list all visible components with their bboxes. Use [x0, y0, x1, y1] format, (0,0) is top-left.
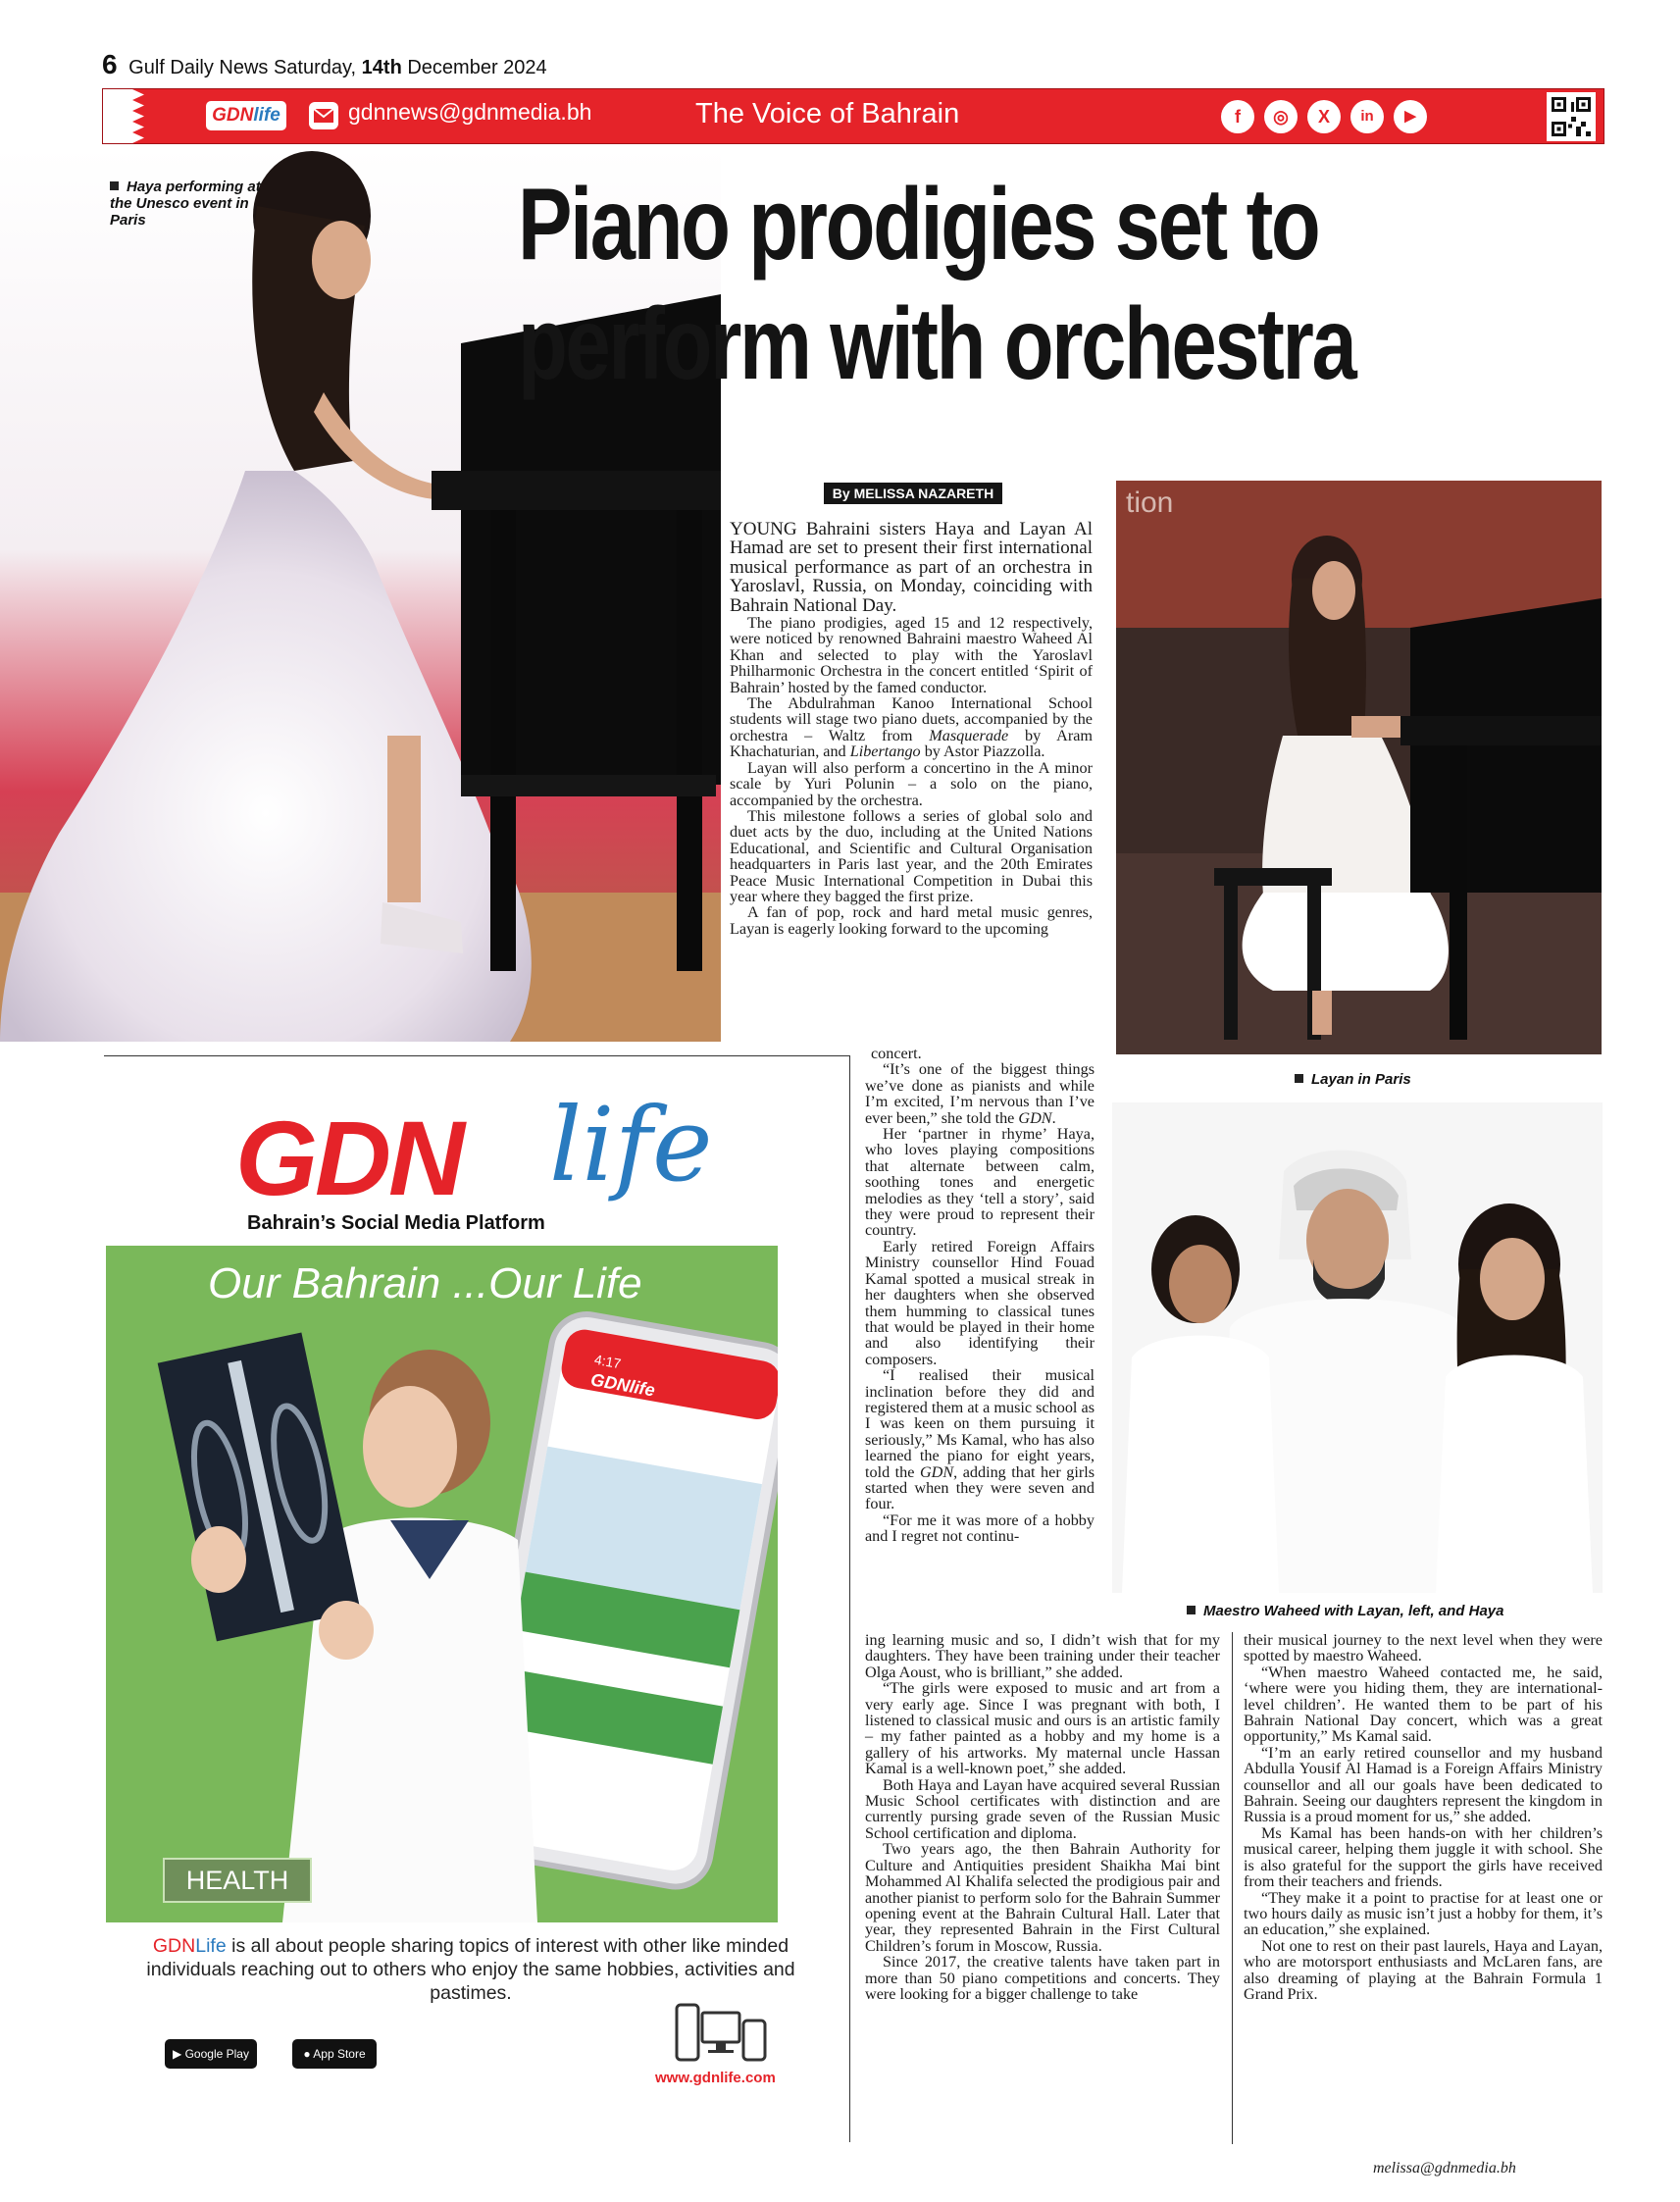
column-rule-vertical — [1232, 1632, 1233, 2144]
health-button[interactable]: HEALTH — [163, 1858, 312, 1903]
paragraph-10-a: “I realised their musical inclination before they did and registered them at a music school as I was keen on them pursuing it seriously,” Ms Kamal, who has also learned the piano for eight years, told the — [865, 1366, 1095, 1481]
paragraph-9: Early retired Foreign Affairs Ministry counsellor Hind Fouad Kamal spotted a musical streak in her daughters when she observed them humming to classical tunes that would be played in their home and also identifying their composers. — [865, 1237, 1095, 1368]
bahrain-flag-icon — [103, 89, 186, 143]
title-libertango: Libertango — [849, 743, 921, 761]
paragraph-1: YOUNG Bahraini sisters Haya and Layan Al Hamad are set to present their first international musical performance as part of an orchestra in Yaroslavl, Russia, on Monday, coinciding with Bahrain National Day. — [730, 519, 1093, 616]
paragraph-6: A fan of pop, rock and hard metal music genres, Layan is eagerly looking forward to the upcoming — [730, 903, 1093, 938]
paragraph-15: Since 2017, the creative talents have taken part in more than 50 piano competitions and concerts. They were looking for a bigger challenge to take — [865, 1953, 1220, 2003]
paragraph-16: “When maestro Waheed contacted me, he said, ‘where were you hiding them, they are international-level children’. He wanted them to be part of his Bahrain National Day concert, which was a great opportunity,” Ms Kamal said. — [1244, 1663, 1603, 1746]
article-column-3 — [865, 1632, 1220, 2002]
article-column-1 — [730, 520, 1093, 937]
doctor-phone-illustration — [106, 1246, 778, 1922]
paragraph-10-b: , adding that her girls started when they were seven and four. — [865, 1462, 1095, 1513]
linkedin-icon[interactable]: in — [1350, 100, 1384, 133]
qr-code-icon[interactable] — [1547, 92, 1596, 141]
paper-name: Gulf Daily News — [128, 57, 269, 78]
layan-photo — [1116, 481, 1602, 1054]
byline: By MELISSA NAZARETH — [824, 483, 1002, 504]
x-icon[interactable]: X — [1307, 100, 1341, 133]
maestro-photo — [1112, 1102, 1603, 1593]
title-masquerade: Masquerade — [929, 726, 1009, 744]
paragraph-5: This milestone follows a series of global solo and duet acts by the duo, including at the United Nations Educational, and Scientific and Cultural Organisation headquarters in Paris last year, and the 20th Emirates Peace Music International Competition in Dubai this year where they bagged the first prize. — [730, 806, 1093, 905]
article-column-4 — [1244, 1632, 1603, 2002]
mail-icon — [309, 102, 338, 129]
youtube-icon[interactable]: ▶ — [1394, 100, 1427, 133]
paragraph-3-b: by Aram Khachaturian, and — [730, 726, 1094, 761]
paragraph-12: “The girls were exposed to music and art from a very early age. Since I was pregnant with both, I listened to classical music and ours is an artistic family – my father painted as a hobby and my home is a gallery of his artworks. My maternal uncle Hassan Kamal is a well-known poet,” she added. — [865, 1679, 1220, 1778]
phone-time: 4:17 — [592, 1351, 623, 1372]
paragraph-10 — [865, 1367, 1095, 1512]
gdn-logo-text: GDN — [212, 105, 254, 126]
paragraph-7-b: . — [1051, 1108, 1056, 1127]
app-store-label: App Store — [313, 2047, 366, 2061]
gdnlife-logo[interactable] — [206, 101, 286, 130]
paragraph-11-end: ing learning music and so, I didn’t wish that for my daughters. They have been training under their teacher Olga Aoust, who is brilliant,” she added. — [865, 1631, 1220, 1681]
paragraph-19: “They make it a point to practise for at least one or two hours daily as music isn’t just a hobby for them, it’s an education,” she explained. — [1244, 1888, 1603, 1939]
ad-brand-gdn: GDN — [152, 1935, 196, 1957]
page-number: 6 — [102, 49, 118, 79]
caption-layan — [1295, 1071, 1411, 1088]
play-icon: ▶ — [173, 2047, 185, 2061]
paragraph-4: Layan will also perform a concertino in the A minor scale by Yuri Polunin – a solo on the piano, accompanied by the orchestra. — [730, 758, 1093, 809]
caption-square-icon — [1295, 1074, 1303, 1083]
ad-title: Our Bahrain ...Our Life — [208, 1259, 642, 1307]
caption-square-icon — [1187, 1606, 1196, 1614]
headline — [518, 165, 1389, 404]
instagram-icon[interactable]: ◎ — [1264, 100, 1298, 133]
folio-date: 14th — [361, 57, 402, 78]
caption-layan-text: Layan in Paris — [1311, 1071, 1411, 1088]
paragraph-20: Not one to rest on their past laurels, Haya and Layan, who are motorsport enthusiasts and McLaren fans, are also dreaming of playing at the Bahrain Formula 1 Grand Prix. — [1244, 1936, 1603, 2003]
contact-email[interactable]: gdnnews@gdnmedia.bh — [348, 99, 592, 125]
article-column-2 — [865, 1046, 1095, 1545]
folio-date-rest: December 2024 — [407, 57, 547, 78]
ad-panel[interactable] — [106, 1246, 778, 1922]
paragraph-15-end: their musical journey to the next level when they were spotted by maestro Waheed. — [1244, 1631, 1603, 1665]
ad-tagline: Bahrain’s Social Media Platform — [247, 1212, 545, 1234]
folio-day: Saturday, — [273, 57, 357, 78]
phone-logo-gdn: GDN — [588, 1369, 632, 1397]
paragraph-6-end: concert. — [871, 1045, 922, 1062]
headline-line-2: perform with orchestra — [518, 287, 1355, 401]
caption-haya — [110, 179, 277, 229]
headline-line-1: Piano prodigies set to — [518, 168, 1319, 282]
gdn-italic: GDN — [1018, 1108, 1052, 1127]
paragraph-3-c: by Astor Piazzolla. — [924, 743, 1045, 761]
paragraph-3-a: The Abdulrahman Kanoo International School students will stage two piano duets, accompanied by the orchestra – Waltz from — [730, 694, 1093, 744]
app-store-badge[interactable] — [292, 2039, 377, 2069]
paragraph-13: Both Haya and Layan have acquired several Russian Music School certificates with distinction and are currently pursing grade seven of the Russian Music School certification and diploma. — [865, 1775, 1220, 1842]
paragraph-7 — [865, 1061, 1095, 1126]
author-email[interactable]: melissa@gdnmedia.bh — [1373, 2160, 1516, 2176]
google-play-badge[interactable] — [165, 2039, 257, 2069]
phone-logo-life: life — [628, 1376, 657, 1401]
paragraph-7-a: “It’s one of the biggest things we’ve done as pianists and while I’m excited, I’m nervous than I’ve ever been,” she told the — [865, 1060, 1095, 1127]
paragraph-3 — [730, 695, 1093, 760]
caption-square-icon — [110, 181, 119, 190]
paragraph-11: “For me it was more of a hobby and I regret not continu- — [865, 1511, 1095, 1546]
life-logo-text: life — [253, 105, 280, 126]
caption-maestro-text: Maestro Waheed with Layan, left, and Haya — [1203, 1603, 1504, 1619]
apple-icon: ● — [303, 2047, 314, 2061]
caption-maestro — [1187, 1603, 1503, 1619]
column-rule-vertical — [849, 1055, 850, 2142]
caption-haya-text: Haya performing at the Unesco event in Paris — [110, 179, 261, 229]
google-play-label: Google Play — [184, 2047, 249, 2061]
folio-line — [102, 49, 547, 80]
slogan: The Voice of Bahrain — [695, 98, 960, 129]
gdnlife-url[interactable]: www.gdnlife.com — [655, 2070, 776, 2086]
facebook-icon[interactable]: f — [1221, 100, 1254, 133]
ad-life-logo: life — [549, 1085, 713, 1204]
svg-text:tion: tion — [1126, 486, 1174, 519]
ad-gdn-logo: GDN — [235, 1099, 462, 1217]
paragraph-17: “I’m an early retired counsellor and my husband Abdulla Yousif Al Hamad is a Foreign Affairs Ministry counsellor and all our goals have been dedicated to Bahrain. Seeing our daughters represent the kingdom in Russia is a proud moment for us,” she added. — [1244, 1743, 1603, 1826]
devices-icon — [675, 2001, 769, 2064]
ad-description-text: is all about people sharing topics of interest with other like minded individuals reaching out to others who enjoy the same hobbies, activities and pastimes. — [146, 1935, 795, 2004]
ad-top-rule — [104, 1055, 849, 1056]
paragraph-8: Her ‘partner in rhyme’ Haya, who loves playing compositions that alternate between calm, soothing tones and energetic melodies as they ‘tell a story’, said they were proud to represent their country. — [865, 1125, 1095, 1240]
paragraph-18: Ms Kamal has been hands-on with her children’s musical career, helping them juggle it with school. She is also grateful for the support the girls have received from their teachers and friends. — [1244, 1823, 1603, 1891]
ad-description — [137, 1934, 804, 2005]
ad-brand-life: Life — [195, 1935, 227, 1957]
header-banner — [102, 88, 1604, 144]
paragraph-14: Two years ago, the then Bahrain Authority for Culture and Antiquities president Shaikha Mai bint Mohammed Al Khalifa selected the prodigious pair and another pianist to perform solo for the Bahrain Summer opening event at the Bahrain Cultural Hall. Later that year, they represented Bahrain in the First Cultural Children’s forum in Moscow, Russia. — [865, 1840, 1220, 1955]
paragraph-2: The piano prodigies, aged 15 and 12 respectively, were noticed by renowned Bahraini maestro Waheed Al Khan and selected to play with the Yaroslavl Philharmonic Orchestra in the concert entitled ‘Spirit of Bahrain’ hosted by the famed conductor. — [730, 614, 1093, 696]
gdn-italic: GDN — [919, 1462, 954, 1481]
